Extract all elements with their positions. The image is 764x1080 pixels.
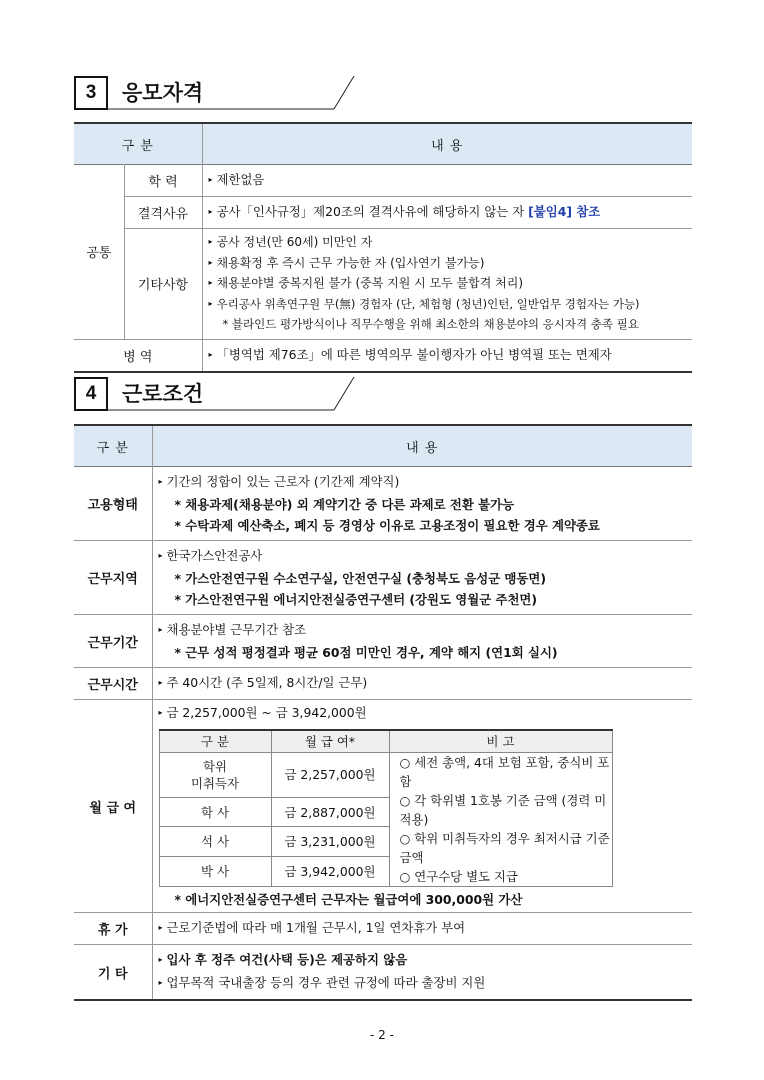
salary-degree: 박 사 [159,857,271,887]
row-work-period [74,615,692,668]
row-work-hours [74,668,692,700]
work-hours-label: 근무시간 [74,668,152,700]
salary-amount: 금 2,257,000원 [271,753,389,798]
arrow-icon: ▸ [208,175,213,184]
section-3-underline [74,76,364,110]
location-note-2: * 가스안전연구원 에너지안전실증연구센터 (강원도 영월군 주천면) [174,592,538,607]
row-education [74,165,692,197]
salary-note: ○ 학위 미취득자의 경우 최저시급 기준 금액 [399,831,610,865]
arrow-icon: ▸ [208,278,213,287]
salary-label: 월 급 여 [74,700,152,913]
qualification-table-header [74,123,692,165]
working-conditions-header [74,425,692,467]
qualification-table [74,122,692,373]
education-text: 제한없음 [216,172,265,187]
salary-row [159,753,612,798]
row-work-location [74,541,692,615]
arrow-icon: ▸ [208,257,213,267]
salary-degree: 학 사 [159,797,271,827]
row-other-conditions [74,945,692,1001]
arrow-icon: ▸ [158,477,163,486]
arrow-icon: ▸ [158,625,163,634]
employment-note-2: * 수탁과제 예산축소, 폐지 등 경영상 이유로 고용조정이 필요한 경우 계약종료 [174,518,600,533]
salary-degree: 석 사 [159,827,271,857]
arrow-icon: ▸ [158,955,163,964]
common-label: 공통 [74,165,124,340]
header-content: 내 용 [152,425,692,467]
salary-amount: 금 3,231,000원 [271,827,389,857]
location-note-1: * 가스안전연구원 수소연구실, 안전연구실 (충청북도 음성군 맹동면) [174,571,547,586]
military-label: 병 역 [74,339,202,372]
other-conditions-label: 기 타 [74,945,152,1001]
requirement-item: ▸ 우리공사 위촉연구원 무(無) 경험자 (단, 체험형 (청년)인턴, 일반업무 경험자는 가능) [208,296,640,311]
arrow-icon: ▸ [208,237,213,246]
work-period-label: 근무기간 [74,615,152,668]
other-line-2: 업무목적 국내출장 등의 경우 관련 규정에 따라 출장비 지원 [166,975,486,990]
vacation-text: 근로기준법에 따라 매 1개월 근무시, 1일 연차휴가 부여 [166,920,466,935]
work-hours-text: 주 40시간 (주 5일제, 8시간/일 근무) [166,675,368,690]
row-disqualification [74,197,692,229]
row-salary [74,700,692,913]
section-4-heading [74,377,364,411]
requirement-item: ▸ 공사 정년(만 60세) 미만인 자 [208,235,373,249]
section-3-heading [74,76,364,110]
period-note: * 근무 성적 평정결과 평균 60점 미만인 경우, 계약 해지 (연1회 실시) [174,645,558,660]
arrow-icon: ▸ [158,678,163,687]
row-other-requirements [74,229,692,340]
section-3-title: 응모자격 [122,81,204,105]
salary-table [159,729,613,887]
salary-amount: 금 2,887,000원 [271,797,389,827]
salary-degree: 학위 미취득자 [159,753,271,798]
section-4-title: 근로조건 [122,382,204,406]
salary-header-degree: 구 분 [159,730,271,753]
disqualification-label: 결격사유 [124,197,202,229]
vacation-label: 휴 가 [74,913,152,945]
military-text: 「병역법 제76조」에 따른 병역의무 불이행자가 아닌 병역필 또는 면제자 [216,346,612,362]
row-employment-type [74,467,692,541]
salary-header-pay: 월 급 여* [271,730,389,753]
work-location-label: 근무지역 [74,541,152,615]
section-4-underline [74,377,364,411]
header-category: 구 분 [74,425,152,467]
location-line: 한국가스안전공사 [166,548,263,563]
arrow-icon: ▸ [208,207,213,216]
period-line: 채용분야별 근무기간 참조 [166,622,307,637]
employment-line: 기간의 정함이 있는 근로자 (기간제 계약직) [166,474,400,489]
salary-table-header [159,730,612,753]
employment-note-1: * 채용과제(채용분야) 외 계약기간 중 다른 과제로 전환 불가능 [174,497,515,512]
working-conditions-table [74,424,692,1001]
salary-notes [389,753,612,887]
header-category: 구 분 [74,123,202,165]
arrow-icon: ▸ [208,298,213,308]
other-requirements-label: 기타사항 [124,229,202,340]
row-military [74,339,692,372]
row-vacation [74,913,692,945]
arrow-icon: ▸ [208,349,213,359]
arrow-icon: ▸ [158,551,163,560]
requirement-note: * 블라인드 평가방식이나 직무수행을 위해 최소한의 채용분야의 응시자격 충족 필요 [222,317,639,331]
requirement-item: ▸ 채용확정 후 즉시 근무 가능한 자 (입사연기 불가능) [208,255,485,270]
arrow-icon: ▸ [158,708,163,717]
appendix-ref: [붙임4] 참조 [528,204,601,219]
disqualification-text: 공사「인사규정」제20조의 결격사유에 해당하지 않는 자 [216,204,525,219]
salary-note: ○ 연구수당 별도 지급 [399,869,518,884]
header-content: 내 용 [202,123,692,165]
section-3-number: 3 [74,76,108,110]
salary-footnote: * 에너지안전실증연구센터 근무자는 월급여에 300,000원 가산 [174,892,523,907]
arrow-icon: ▸ [158,978,163,987]
salary-note: ○ 각 학위별 1호봉 기준 금액 (경력 미적용) [399,793,607,827]
salary-header-note: 비 고 [389,730,612,753]
salary-range: 금 2,257,000원 ~ 금 3,942,000원 [166,705,367,720]
salary-note: ○ 세전 총액, 4대 보험 포함, 중식비 포함 [399,755,610,789]
education-label: 학 력 [124,165,202,197]
salary-amount: 금 3,942,000원 [271,857,389,887]
employment-type-label: 고용형태 [74,467,152,541]
arrow-icon: ▸ [158,923,163,932]
requirement-item: ▸ 채용분야별 중복지원 불가 (중복 지원 시 모두 불합격 처리) [208,276,524,290]
page-number: - 2 - [370,1028,394,1042]
other-line-1: 입사 후 정주 여건(사택 등)은 제공하지 않음 [166,952,408,967]
section-4-number: 4 [74,377,108,411]
